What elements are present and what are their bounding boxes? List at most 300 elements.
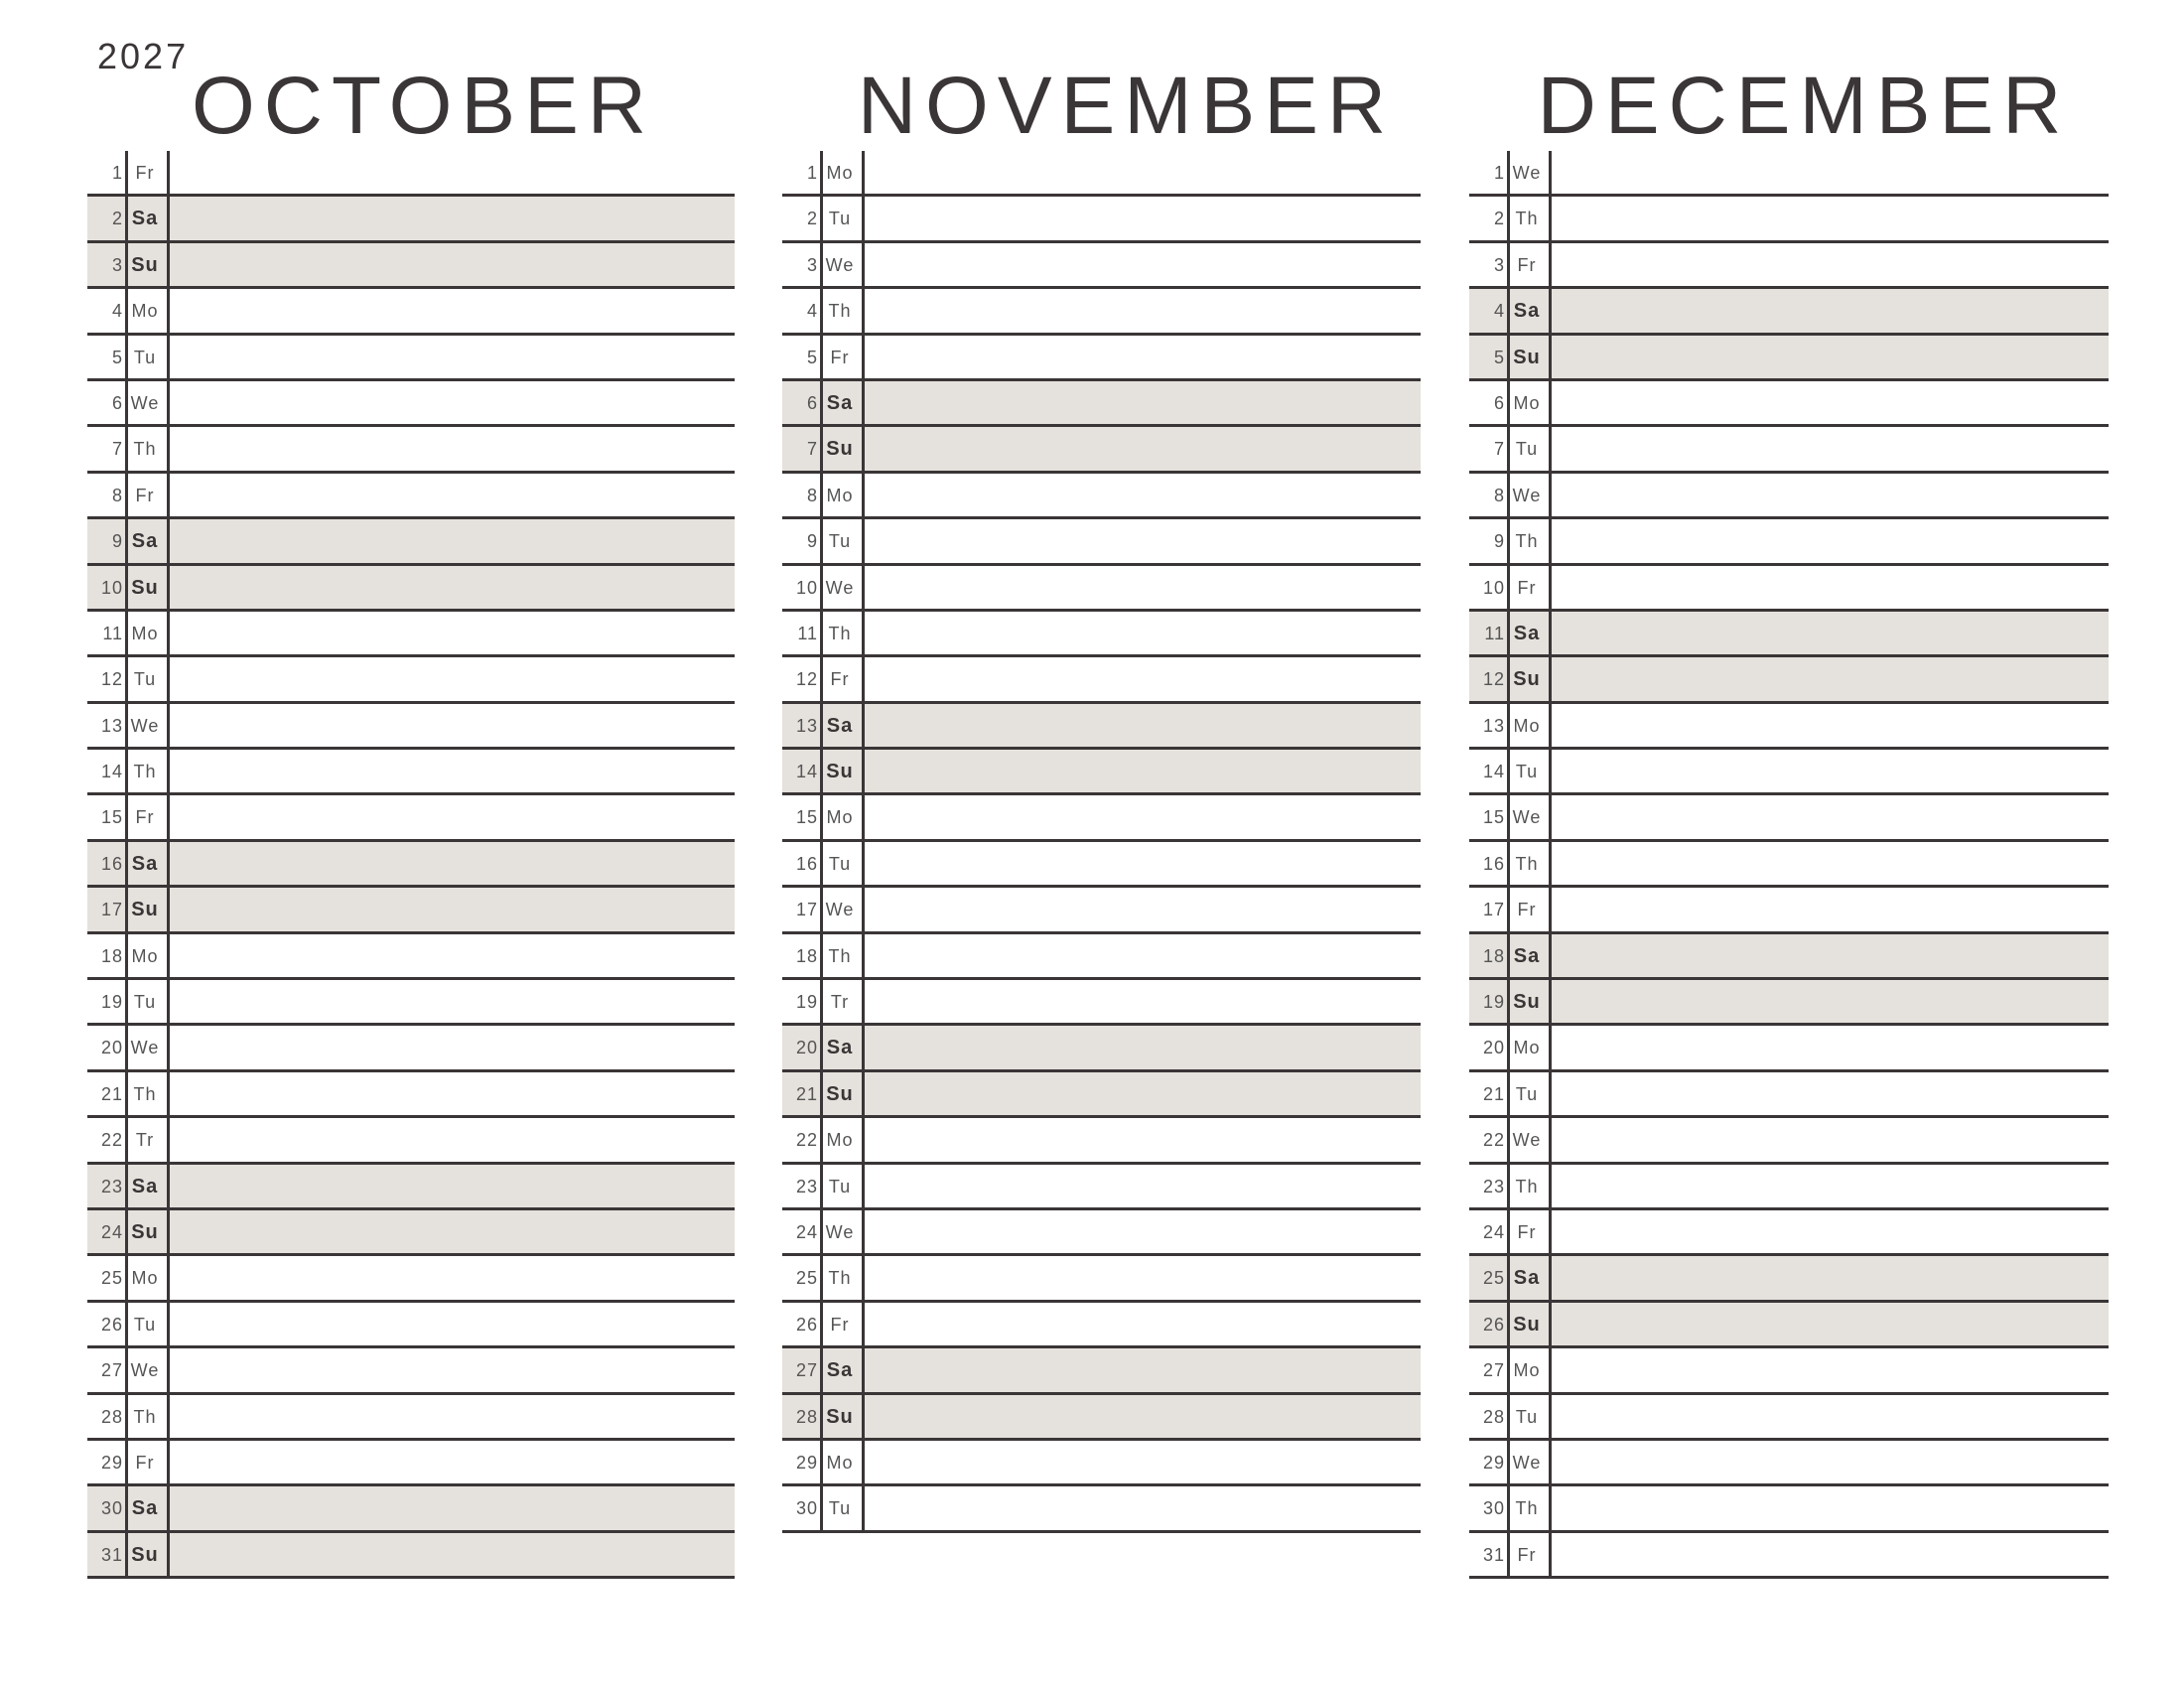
- day-row: [87, 612, 735, 657]
- weekday-label: Sa: [131, 852, 159, 875]
- day-number: 7: [111, 439, 123, 460]
- notes-field[interactable]: [170, 704, 735, 747]
- day-number: 21: [1482, 1083, 1505, 1104]
- weekday-label: Fr: [135, 1452, 155, 1473]
- weekday-label: We: [1512, 485, 1542, 505]
- notes-field[interactable]: [170, 381, 735, 424]
- notes-field[interactable]: [1552, 1256, 2109, 1299]
- day-number: 5: [111, 347, 123, 367]
- day-number: 12: [1482, 669, 1505, 690]
- notes-field[interactable]: [865, 1303, 1421, 1345]
- day-row: [1469, 1256, 2109, 1302]
- day-number: 5: [806, 347, 818, 367]
- day-row: [1469, 934, 2109, 980]
- day-row: [87, 566, 735, 612]
- day-row: [1469, 1441, 2109, 1486]
- notes-field[interactable]: [1552, 1486, 2109, 1529]
- day-row: [87, 289, 735, 335]
- weekday-label: Tu: [133, 992, 157, 1013]
- day-number: 2: [806, 209, 818, 229]
- notes-field[interactable]: [170, 888, 735, 930]
- notes-field[interactable]: [865, 1072, 1421, 1115]
- day-number: 17: [1482, 900, 1505, 920]
- day-number: 4: [1493, 301, 1505, 322]
- day-row: [1469, 842, 2109, 888]
- day-row: [782, 704, 1421, 750]
- weekday-label: Fr: [830, 1314, 850, 1335]
- notes-field[interactable]: [170, 657, 735, 700]
- day-number: 10: [100, 577, 123, 598]
- day-row: [782, 1348, 1421, 1394]
- day-number: 20: [795, 1038, 818, 1058]
- notes-field[interactable]: [170, 1072, 735, 1115]
- day-number: 12: [795, 669, 818, 690]
- day-number: 18: [100, 945, 123, 966]
- day-row: [782, 427, 1421, 473]
- day-number: 13: [795, 715, 818, 736]
- weekday-label: Su: [1513, 668, 1541, 691]
- weekday-label: Sa: [826, 1037, 854, 1059]
- weekday-label: We: [825, 577, 855, 598]
- month-title: NOVEMBER: [857, 61, 1396, 151]
- day-row: [782, 243, 1421, 289]
- weekday-label: Tu: [133, 669, 157, 690]
- weekday-label: Fr: [135, 485, 155, 505]
- day-number: 17: [100, 900, 123, 920]
- day-row: [1469, 474, 2109, 519]
- day-number: 26: [1482, 1314, 1505, 1335]
- weekday-label: Th: [1515, 853, 1539, 874]
- day-row: [782, 795, 1421, 841]
- notes-field[interactable]: [170, 750, 735, 792]
- day-row: [782, 151, 1421, 197]
- weekday-label: Sa: [131, 208, 159, 230]
- weekday-label: We: [130, 392, 160, 413]
- notes-field[interactable]: [865, 289, 1421, 332]
- day-row: [87, 1165, 735, 1210]
- day-row: [87, 1348, 735, 1394]
- notes-field[interactable]: [170, 427, 735, 470]
- weekday-label: Fr: [135, 807, 155, 828]
- weekday-label: Th: [828, 1268, 852, 1289]
- notes-field[interactable]: [865, 151, 1421, 194]
- day-row: [782, 336, 1421, 381]
- weekday-label: Mo: [1513, 392, 1541, 413]
- notes-field[interactable]: [865, 1026, 1421, 1068]
- notes-field[interactable]: [1552, 1303, 2109, 1345]
- weekday-label: Mo: [826, 1130, 854, 1151]
- day-row: [1469, 289, 2109, 335]
- day-number: 21: [100, 1083, 123, 1104]
- notes-field[interactable]: [1552, 336, 2109, 378]
- day-row: [782, 1395, 1421, 1441]
- notes-field[interactable]: [1552, 243, 2109, 286]
- notes-field[interactable]: [865, 1165, 1421, 1207]
- day-number: 8: [1493, 485, 1505, 505]
- day-row: [782, 934, 1421, 980]
- notes-field[interactable]: [865, 934, 1421, 977]
- day-row: [87, 519, 735, 565]
- day-row: [87, 474, 735, 519]
- notes-field[interactable]: [170, 197, 735, 239]
- day-row: [782, 289, 1421, 335]
- notes-field[interactable]: [1552, 1348, 2109, 1391]
- notes-field[interactable]: [865, 566, 1421, 609]
- weekday-label: Th: [828, 301, 852, 322]
- day-number: 13: [1482, 715, 1505, 736]
- weekday-label: We: [825, 1221, 855, 1242]
- day-number: 20: [100, 1038, 123, 1058]
- weekday-label: Mo: [826, 807, 854, 828]
- weekday-label: Mo: [131, 623, 159, 643]
- weekday-label: Su: [131, 253, 159, 276]
- weekday-label: Mo: [826, 163, 854, 183]
- notes-field[interactable]: [1552, 1165, 2109, 1207]
- month-title: OCTOBER: [192, 61, 655, 151]
- notes-field[interactable]: [170, 1026, 735, 1068]
- day-number: 10: [1482, 577, 1505, 598]
- notes-field[interactable]: [1552, 888, 2109, 930]
- notes-field[interactable]: [1552, 1395, 2109, 1438]
- day-number: 20: [1482, 1038, 1505, 1058]
- notes-field[interactable]: [1552, 519, 2109, 562]
- day-number: 29: [795, 1452, 818, 1473]
- day-number: 6: [1493, 392, 1505, 413]
- day-row: [87, 795, 735, 841]
- day-list: [87, 151, 735, 1579]
- day-row: [1469, 888, 2109, 933]
- notes-field[interactable]: [865, 657, 1421, 700]
- notes-field[interactable]: [170, 1256, 735, 1299]
- weekday-label: Fr: [830, 669, 850, 690]
- notes-field[interactable]: [1552, 704, 2109, 747]
- notes-field[interactable]: [1552, 1072, 2109, 1115]
- notes-field[interactable]: [1552, 1210, 2109, 1253]
- weekday-label: Tu: [828, 209, 852, 229]
- weekday-label: Th: [133, 439, 157, 460]
- notes-field[interactable]: [865, 612, 1421, 654]
- day-number: 7: [806, 439, 818, 460]
- weekday-label: Tu: [1515, 762, 1539, 782]
- day-row: [1469, 1210, 2109, 1256]
- day-number: 24: [795, 1221, 818, 1242]
- notes-field[interactable]: [865, 1441, 1421, 1483]
- day-row: [1469, 566, 2109, 612]
- day-number: 13: [100, 715, 123, 736]
- day-number: 10: [795, 577, 818, 598]
- notes-field[interactable]: [1552, 980, 2109, 1023]
- notes-field[interactable]: [865, 842, 1421, 885]
- weekday-label: Th: [1515, 209, 1539, 229]
- weekday-label: Fr: [1517, 1544, 1537, 1565]
- notes-field[interactable]: [1552, 1441, 2109, 1483]
- day-row: [87, 336, 735, 381]
- notes-field[interactable]: [170, 1348, 735, 1391]
- day-number: 29: [100, 1452, 123, 1473]
- day-row: [782, 1486, 1421, 1532]
- day-number: 31: [1482, 1544, 1505, 1565]
- notes-field[interactable]: [170, 842, 735, 885]
- day-number: 25: [795, 1268, 818, 1289]
- day-number: 30: [1482, 1498, 1505, 1519]
- weekday-label: Th: [133, 1406, 157, 1427]
- day-row: [1469, 197, 2109, 242]
- day-row: [1469, 151, 2109, 197]
- day-row: [782, 1072, 1421, 1118]
- notes-field[interactable]: [170, 1395, 735, 1438]
- day-number: 28: [100, 1406, 123, 1427]
- day-row: [87, 704, 735, 750]
- day-list: [782, 151, 1421, 1533]
- month-title: DECEMBER: [1537, 61, 2071, 151]
- notes-field[interactable]: [865, 243, 1421, 286]
- day-row: [1469, 1533, 2109, 1579]
- weekday-label: Tu: [1515, 1406, 1539, 1427]
- weekday-label: Su: [1513, 346, 1541, 368]
- notes-field[interactable]: [170, 336, 735, 378]
- notes-field[interactable]: [865, 980, 1421, 1023]
- day-row: [1469, 1072, 2109, 1118]
- day-row: [1469, 612, 2109, 657]
- day-row: [87, 1486, 735, 1532]
- weekday-label: Fr: [1517, 900, 1537, 920]
- notes-field[interactable]: [865, 197, 1421, 239]
- notes-field[interactable]: [865, 704, 1421, 747]
- weekday-label: Th: [828, 945, 852, 966]
- weekday-label: Sa: [826, 714, 854, 737]
- notes-field[interactable]: [1552, 1026, 2109, 1068]
- notes-field[interactable]: [1552, 289, 2109, 332]
- weekday-label: We: [1512, 1130, 1542, 1151]
- day-row: [87, 1395, 735, 1441]
- day-number: 23: [100, 1176, 123, 1196]
- day-number: 1: [111, 163, 123, 183]
- notes-field[interactable]: [865, 519, 1421, 562]
- notes-field[interactable]: [1552, 197, 2109, 239]
- day-number: 22: [1482, 1130, 1505, 1151]
- day-number: 15: [1482, 807, 1505, 828]
- day-number: 24: [1482, 1221, 1505, 1242]
- day-number: 25: [1482, 1268, 1505, 1289]
- day-row: [782, 1210, 1421, 1256]
- day-number: 4: [111, 301, 123, 322]
- day-number: 15: [100, 807, 123, 828]
- day-number: 28: [795, 1406, 818, 1427]
- notes-field[interactable]: [1552, 381, 2109, 424]
- notes-field[interactable]: [1552, 151, 2109, 194]
- notes-field[interactable]: [865, 1486, 1421, 1529]
- weekday-label: Th: [133, 1083, 157, 1104]
- weekday-label: Mo: [1513, 715, 1541, 736]
- weekday-label: Sa: [826, 391, 854, 414]
- day-number: 30: [100, 1498, 123, 1519]
- notes-field[interactable]: [1552, 612, 2109, 654]
- weekday-label: Fr: [1517, 1221, 1537, 1242]
- day-row: [1469, 381, 2109, 427]
- notes-field[interactable]: [1552, 795, 2109, 838]
- day-row: [1469, 1118, 2109, 1164]
- weekday-label: Sa: [1513, 1267, 1541, 1290]
- day-row: [782, 519, 1421, 565]
- day-row: [1469, 1026, 2109, 1071]
- day-number: 17: [795, 900, 818, 920]
- weekday-label: Su: [131, 1220, 159, 1243]
- day-number: 5: [1493, 347, 1505, 367]
- weekday-label: Mo: [131, 1268, 159, 1289]
- weekday-label: We: [130, 1038, 160, 1058]
- notes-field[interactable]: [1552, 474, 2109, 516]
- weekday-label: Mo: [1513, 1038, 1541, 1058]
- day-number: 6: [806, 392, 818, 413]
- weekday-label: Tu: [1515, 1083, 1539, 1104]
- day-row: [87, 1072, 735, 1118]
- day-row: [87, 151, 735, 197]
- weekday-label: We: [825, 900, 855, 920]
- notes-field[interactable]: [865, 1395, 1421, 1438]
- day-number: 16: [100, 853, 123, 874]
- notes-field[interactable]: [865, 427, 1421, 470]
- day-number: 11: [1484, 623, 1505, 643]
- day-row: [782, 1256, 1421, 1302]
- day-number: 9: [111, 531, 123, 552]
- day-row: [87, 427, 735, 473]
- day-row: [87, 842, 735, 888]
- weekday-label: Mo: [131, 945, 159, 966]
- weekday-label: Sa: [131, 530, 159, 553]
- notes-field[interactable]: [1552, 1533, 2109, 1576]
- day-row: [782, 842, 1421, 888]
- weekday-label: Su: [826, 1082, 854, 1105]
- day-row: [87, 1303, 735, 1348]
- notes-field[interactable]: [170, 1486, 735, 1529]
- notes-field[interactable]: [170, 1303, 735, 1345]
- notes-field[interactable]: [865, 888, 1421, 930]
- notes-field[interactable]: [170, 795, 735, 838]
- day-row: [87, 1026, 735, 1071]
- weekday-label: Tu: [828, 1176, 852, 1196]
- notes-field[interactable]: [170, 934, 735, 977]
- notes-field[interactable]: [865, 1348, 1421, 1391]
- year-label: 2027: [97, 36, 190, 76]
- weekday-label: Fr: [1517, 577, 1537, 598]
- day-number: 18: [1482, 945, 1505, 966]
- weekday-label: We: [1512, 163, 1542, 183]
- day-number: 21: [795, 1083, 818, 1104]
- notes-field[interactable]: [170, 474, 735, 516]
- weekday-label: Sa: [1513, 944, 1541, 967]
- weekday-label: Sa: [1513, 622, 1541, 644]
- weekday-label: Fr: [830, 347, 850, 367]
- notes-field[interactable]: [170, 1441, 735, 1483]
- notes-field[interactable]: [865, 336, 1421, 378]
- weekday-label: Th: [1515, 1176, 1539, 1196]
- weekday-label: Su: [131, 576, 159, 599]
- day-number: 24: [100, 1221, 123, 1242]
- notes-field[interactable]: [170, 151, 735, 194]
- notes-field[interactable]: [170, 980, 735, 1023]
- day-number: 30: [795, 1498, 818, 1519]
- day-row: [1469, 1348, 2109, 1394]
- day-row: [1469, 704, 2109, 750]
- day-row: [87, 197, 735, 242]
- weekday-label: Mo: [826, 485, 854, 505]
- notes-field[interactable]: [170, 519, 735, 562]
- day-row: [87, 381, 735, 427]
- weekday-label: Sa: [131, 1175, 159, 1197]
- notes-field[interactable]: [170, 612, 735, 654]
- day-number: 1: [806, 163, 818, 183]
- notes-field[interactable]: [865, 474, 1421, 516]
- notes-field[interactable]: [1552, 750, 2109, 792]
- day-row: [1469, 657, 2109, 703]
- day-number: 22: [795, 1130, 818, 1151]
- weekday-label: Th: [133, 762, 157, 782]
- notes-field[interactable]: [170, 1533, 735, 1576]
- day-row: [87, 1533, 735, 1579]
- day-row: [782, 1118, 1421, 1164]
- notes-field[interactable]: [1552, 842, 2109, 885]
- day-row: [87, 1118, 735, 1164]
- day-number: 3: [806, 254, 818, 275]
- weekday-label: Sa: [826, 1359, 854, 1382]
- notes-field[interactable]: [865, 381, 1421, 424]
- day-row: [1469, 1165, 2109, 1210]
- notes-field[interactable]: [865, 1256, 1421, 1299]
- notes-field[interactable]: [170, 1118, 735, 1161]
- notes-field[interactable]: [170, 1165, 735, 1207]
- weekday-label: Tu: [828, 853, 852, 874]
- notes-field[interactable]: [170, 1210, 735, 1253]
- weekday-label: Sa: [1513, 300, 1541, 323]
- day-number: 26: [795, 1314, 818, 1335]
- notes-field[interactable]: [1552, 427, 2109, 470]
- day-row: [87, 750, 735, 795]
- notes-field[interactable]: [1552, 566, 2109, 609]
- weekday-label: We: [130, 1360, 160, 1381]
- weekday-label: Tu: [1515, 439, 1539, 460]
- day-number: 6: [111, 392, 123, 413]
- day-number: 14: [795, 762, 818, 782]
- notes-field[interactable]: [865, 1210, 1421, 1253]
- day-number: 29: [1482, 1452, 1505, 1473]
- weekday-label: We: [1512, 1452, 1542, 1473]
- notes-field[interactable]: [865, 1118, 1421, 1161]
- notes-field[interactable]: [1552, 657, 2109, 700]
- day-row: [1469, 795, 2109, 841]
- day-number: 19: [100, 992, 123, 1013]
- notes-field[interactable]: [1552, 1118, 2109, 1161]
- day-row: [87, 934, 735, 980]
- day-row: [782, 1165, 1421, 1210]
- notes-field[interactable]: [1552, 934, 2109, 977]
- notes-field[interactable]: [865, 795, 1421, 838]
- day-row: [87, 980, 735, 1026]
- notes-field[interactable]: [865, 750, 1421, 792]
- day-row: [782, 612, 1421, 657]
- day-row: [782, 1303, 1421, 1348]
- day-number: 1: [1493, 163, 1505, 183]
- notes-field[interactable]: [170, 289, 735, 332]
- weekday-label: Sa: [131, 1497, 159, 1520]
- notes-field[interactable]: [170, 243, 735, 286]
- day-row: [1469, 750, 2109, 795]
- day-number: 3: [1493, 254, 1505, 275]
- day-row: [87, 657, 735, 703]
- day-number: 16: [795, 853, 818, 874]
- weekday-label: Tu: [133, 1314, 157, 1335]
- notes-field[interactable]: [170, 566, 735, 609]
- day-row: [1469, 519, 2109, 565]
